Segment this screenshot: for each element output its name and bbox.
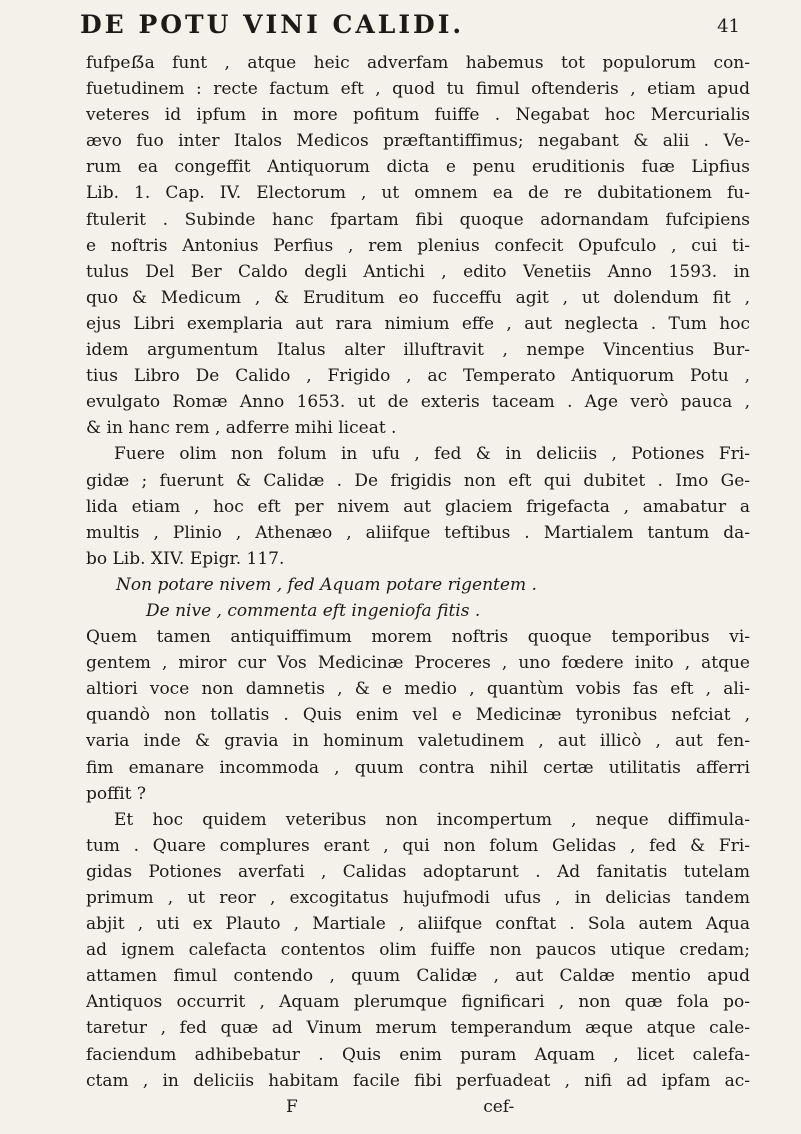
text-line: idem argumentum Italus alter illuftravit , nempe Vincentius Bur- — [86, 340, 750, 361]
text-line: tulus Del Ber Caldo degli Antichi , edito Venetiis Anno 1593. in — [86, 261, 750, 282]
text-line: ftulerit . Subinde hanc fpartam fibi quoque adornandam fufcipiens — [86, 209, 750, 230]
text-line: lida etiam , hoc eft per nivem aut glaciem frigefacta , amabatur a — [86, 496, 750, 517]
text-line: e noftris Antonius Perfius , rem plenius confecit Opufculo , cui ti- — [86, 235, 750, 256]
text-line: multis , Plinio , Athenæo , aliifque teftibus . Martialem tantum da- — [86, 522, 750, 543]
text-line: tum . Quare complures erant , qui non folum Gelidas , fed & Fri- — [86, 835, 750, 856]
text-line: fim emanare incommoda , quum contra nihil certæ utilitatis afferri — [86, 757, 750, 778]
text-line: ævo fuo inter Italos Medicos præftantiffimus; negabant & alii . Ve- — [86, 131, 750, 152]
body-text — [86, 50, 750, 1120]
text-line: gentem , miror cur Vos Medicinæ Proceres , uno fœdere inito , atque — [86, 653, 750, 674]
footer-line — [86, 1094, 750, 1120]
text-line: Fuere olim non folum in ufu , fed & in deliciis , Potiones Fri- — [114, 444, 750, 465]
text-line: ad ignem calefacta contentos olim fuiffe non paucos utique credam; — [86, 940, 750, 961]
text-line: primum , ut reor , excogitatus hujufmodi ufus , in delicias tandem — [86, 888, 750, 908]
text-line: Antiquos occurrit , Aquam plerumque fignificari , non quæ fola po- — [86, 992, 750, 1013]
text-line: faciendum adhibebatur . Quis enim puram Aquam , licet calefa- — [86, 1044, 750, 1065]
text-line: & in hanc rem , adferre mihi liceat . — [86, 418, 397, 439]
text-line: ctam , in deliciis habitam facile fibi perfuadeat , nifi ad ipfam ac- — [86, 1070, 750, 1091]
running-header — [80, 10, 740, 39]
catchword: cef- — [483, 1096, 515, 1117]
text-line: fuetudinem : recte factum eft , quod tu fimul oftenderis , etiam apud — [86, 79, 750, 100]
text-line: fufpeẞa funt , atque heic adverfam habemus tot populorum con- — [86, 53, 750, 73]
text-line: quo & Medicum , & Eruditum eo fucceffu agit , ut dolendum fit , — [86, 287, 750, 308]
text-line: poffit ? — [86, 783, 146, 804]
text-line: Et hoc quidem veteribus non incompertum , neque diffimula- — [114, 809, 750, 830]
text-line: Lib. 1. Cap. IV. Electorum , ut omnem ea de re dubitationem fu- — [86, 183, 750, 204]
running-title: DE POTU VINI CALIDI. — [80, 10, 465, 39]
text-line: abjit , uti ex Plauto , Martiale , aliifque conftat . Sola autem Aqua — [86, 914, 750, 935]
text-line: bo Lib. XIV. Epigr. 117. — [86, 548, 285, 569]
verse-line: Non potare nivem , fed Aquam potare rigentem . — [116, 574, 537, 595]
text-line: varia inde & gravia in hominum valetudinem , aut illicò , aut fen- — [86, 731, 750, 752]
text-line: Quem tamen antiquiffimum morem noftris quoque temporibus vi- — [86, 627, 750, 648]
text-line: evulgato Romæ Anno 1653. ut de exteris taceam . Age verò pauca , — [86, 392, 750, 413]
verse-line: De nive , commenta eft ingeniofa fitis . — [146, 600, 481, 621]
text-line: ejus Libri exemplaria aut rara nimium effe , aut neglecta . Tum hoc — [86, 313, 750, 334]
text-line: tius Libro De Calido , Frigido , ac Temperato Antiquorum Potu , — [86, 366, 750, 387]
text-line: gidæ ; fuerunt & Calidæ . De frigidis non eft qui dubitet . Imo Ge- — [86, 470, 750, 491]
text-line: rum ea congeffit Antiquorum dicta e penu eruditionis fuæ Lipfius — [86, 157, 750, 178]
text-line: altiori voce non damnetis , & e medio , quantùm vobis fas eft , ali- — [86, 679, 750, 700]
text-line: quandò non tollatis . Quis enim vel e Medicinæ tyronibus nefciat , — [86, 705, 750, 726]
page-number: 41 — [717, 16, 740, 37]
text-line: taretur , fed quæ ad Vinum merum temperandum æque atque cale- — [86, 1018, 750, 1039]
text-line: veteres id ipfum in more pofitum fuiffe . Negabat hoc Mercurialis — [86, 105, 750, 126]
text-line: attamen fimul contendo , quum Calidæ , aut Caldæ mentio apud — [86, 966, 750, 987]
signature-mark: F — [286, 1096, 298, 1117]
text-line: gidas Potiones averfati , Calidas adoptarunt . Ad fanitatis tutelam — [86, 861, 750, 882]
